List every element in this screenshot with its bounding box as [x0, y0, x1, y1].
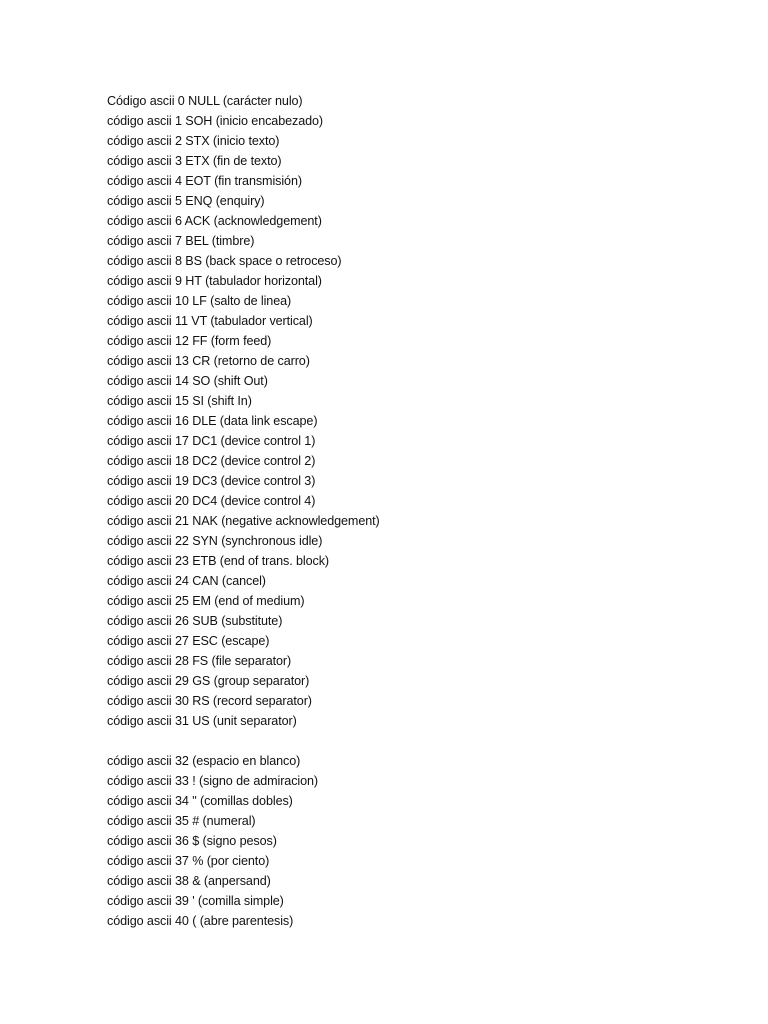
- list-item: código ascii 14 SO (shift Out): [107, 374, 268, 388]
- list-item: código ascii 29 GS (group separator): [107, 674, 310, 688]
- list-item: código ascii 13 CR (retorno de carro): [107, 354, 310, 368]
- list-item: código ascii 9 HT (tabulador horizontal): [107, 274, 322, 288]
- list-item: código ascii 39 ' (comilla simple): [107, 894, 284, 908]
- list-item: código ascii 6 ACK (acknowledgement): [107, 214, 322, 228]
- list-item: código ascii 36 $ (signo pesos): [107, 834, 277, 848]
- list-item: código ascii 7 BEL (timbre): [107, 234, 255, 248]
- list-item: código ascii 17 DC1 (device control 1): [107, 434, 316, 448]
- list-item: código ascii 19 DC3 (device control 3): [107, 474, 316, 488]
- list-item: código ascii 18 DC2 (device control 2): [107, 454, 316, 468]
- list-item: código ascii 28 FS (file separator): [107, 654, 292, 668]
- list-item: código ascii 21 NAK (negative acknowledgement): [107, 514, 380, 528]
- list-item: código ascii 25 EM (end of medium): [107, 594, 305, 608]
- list-item: código ascii 40 ( (abre parentesis): [107, 914, 294, 928]
- list-item: código ascii 37 % (por ciento): [107, 854, 270, 868]
- paragraph-gap: [107, 731, 707, 751]
- list-item: código ascii 16 DLE (data link escape): [107, 414, 318, 428]
- list-item: código ascii 38 & (anpersand): [107, 874, 271, 888]
- list-item: código ascii 3 ETX (fin de texto): [107, 154, 282, 168]
- list-item: código ascii 24 CAN (cancel): [107, 574, 266, 588]
- list-item: código ascii 5 ENQ (enquiry): [107, 194, 265, 208]
- list-item: código ascii 27 ESC (escape): [107, 634, 270, 648]
- list-item: código ascii 4 EOT (fin transmisión): [107, 174, 302, 188]
- list-item: código ascii 1 SOH (inicio encabezado): [107, 114, 324, 128]
- list-item: código ascii 32 (espacio en blanco): [107, 754, 301, 768]
- list-item: código ascii 12 FF (form feed): [107, 334, 272, 348]
- ascii-code-list: [107, 91, 707, 931]
- list-item: código ascii 15 SI (shift In): [107, 394, 252, 408]
- list-item: código ascii 22 SYN (synchronous idle): [107, 534, 323, 548]
- list-item: código ascii 20 DC4 (device control 4): [107, 494, 316, 508]
- list-item: código ascii 33 ! (signo de admiracion): [107, 774, 319, 788]
- list-item: código ascii 26 SUB (substitute): [107, 614, 283, 628]
- list-item: código ascii 34 " (comillas dobles): [107, 794, 293, 808]
- list-item: código ascii 23 ETB (end of trans. block): [107, 554, 329, 568]
- list-item: código ascii 31 US (unit separator): [107, 714, 297, 728]
- list-item: código ascii 8 BS (back space o retroceso): [107, 254, 342, 268]
- list-item: código ascii 10 LF (salto de linea): [107, 294, 292, 308]
- list-item: Código ascii 0 NULL (carácter nulo): [107, 94, 303, 108]
- list-item: código ascii 35 # (numeral): [107, 814, 256, 828]
- list-item: código ascii 30 RS (record separator): [107, 694, 312, 708]
- list-item: código ascii 2 STX (inicio texto): [107, 134, 280, 148]
- list-item: código ascii 11 VT (tabulador vertical): [107, 314, 313, 328]
